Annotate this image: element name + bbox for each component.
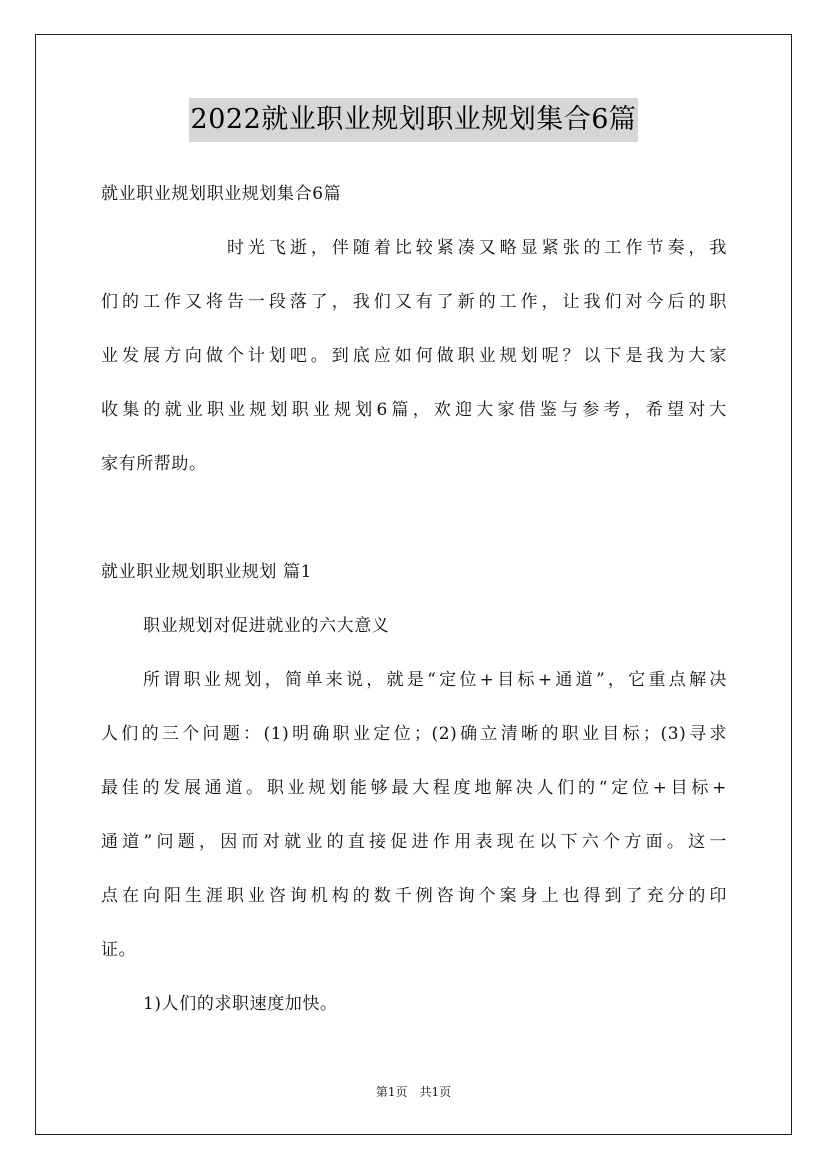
body-paragraph-line-5: 点在向阳生涯职业咨询机构的数千例咨询个案身上也得到了充分的印 [101,886,727,906]
body-paragraph-line-1: 所谓职业规划，简单来说，就是“定位+目标+通道”，它重点解决 [143,670,727,690]
body-paragraph-line-3: 最佳的发展通道。职业规划能够最大程度地解决人们的“定位+目标+ [101,778,727,798]
document-title: 2022就业职业规划职业规划集合6篇 [189,98,639,142]
body-paragraph-line-2: 人们的三个问题：(1)明确职业定位；(2)确立清晰的职业目标；(3)寻求 [101,724,727,744]
intro-paragraph-line-2: 们的工作又将告一段落了，我们又有了新的工作，让我们对今后的职 [101,292,727,312]
list-item-1: 1)人们的求职速度加快。 [143,994,338,1014]
section-heading: 就业职业规划职业规划 篇1 [101,562,313,582]
intro-paragraph-line-5: 家有所帮助。 [101,454,207,474]
subtitle-line: 就业职业规划职业规划集合6篇 [101,184,342,204]
intro-paragraph-line-1: 时光飞逝，伴随着比较紧凑又略显紧张的工作节奏，我 [227,238,727,258]
body-paragraph-line-6: 证。 [101,940,137,960]
section-subheading: 职业规划对促进就业的六大意义 [143,616,390,636]
intro-paragraph-line-3: 业发展方向做个计划吧。到底应如何做职业规划呢？以下是我为大家 [101,346,727,366]
body-paragraph-line-4: 通道”问题，因而对就业的直接促进作用表现在以下六个方面。这一 [101,832,727,852]
intro-paragraph-line-4: 收集的就业职业规划职业规划6篇，欢迎大家借鉴与参考，希望对大 [101,400,727,420]
page-footer: 第1页 共1页 [375,1085,452,1099]
title-container [0,98,827,142]
